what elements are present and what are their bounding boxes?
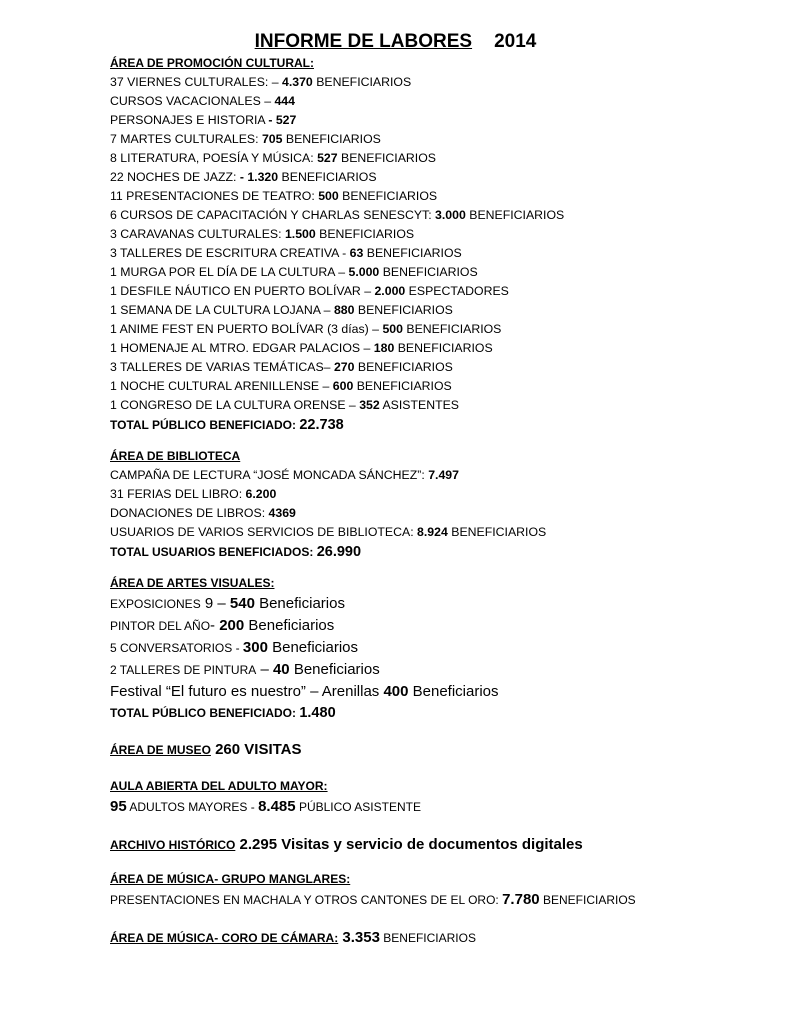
biblioteca-total (110, 542, 750, 562)
item-value: - 1.320 (239, 170, 279, 184)
list-item (110, 263, 750, 282)
item-unit: Beneficiarios (254, 595, 345, 612)
item-unit: Beneficiarios (244, 617, 335, 634)
report-title (0, 30, 791, 54)
item-unit: BENEFICIARIOS (447, 525, 547, 539)
list-item (110, 615, 750, 637)
coro-post: BENEFICIARIOS (379, 931, 476, 945)
report-year: 2014 (494, 31, 537, 52)
coro-num: 3.353 (338, 929, 380, 946)
list-item (110, 593, 750, 615)
item-value: 352 (359, 398, 380, 412)
biblioteca-total-label: TOTAL USUARIOS BENEFICIADOS: (110, 545, 317, 559)
list-item (110, 168, 750, 187)
artes-festival (110, 681, 750, 703)
biblioteca-list (110, 466, 750, 542)
item-label: 1 MURGA POR EL DÍA DE LA CULTURA – (110, 265, 349, 279)
list-item (110, 320, 750, 339)
item-value: 600 (332, 379, 354, 393)
item-label: PERSONAJES E HISTORIA (110, 113, 269, 127)
manglares-num: 7.780 (502, 891, 540, 908)
item-label: 1 CONGRESO DE LA CULTURA ORENSE – (110, 398, 360, 412)
list-item (110, 130, 750, 149)
list-item (110, 637, 750, 659)
list-item (110, 282, 750, 301)
list-item (110, 149, 750, 168)
item-value: 444 (274, 94, 295, 108)
manglares-text: PRESENTACIONES EN MACHALA Y OTROS CANTONES DE EL ORO: (110, 893, 503, 907)
item-value: 8.924 (417, 525, 448, 539)
item-unit: BENEFICIARIOS (282, 132, 381, 146)
list-item (110, 111, 750, 130)
list-item (110, 339, 750, 358)
aula-num2: 8.485 (258, 798, 296, 815)
coro-line (110, 927, 750, 949)
item-unit: ESPECTADORES (405, 284, 509, 298)
list-item (110, 206, 750, 225)
list-item (110, 485, 750, 504)
item-label: 3 CARAVANAS CULTURALES: (110, 227, 285, 241)
archivo-label: ARCHIVO HISTÓRICO (110, 838, 236, 852)
report-content (110, 54, 750, 949)
archivo-value: 2.295 Visitas y servicio de documentos digitales (235, 836, 583, 853)
artes-list (110, 593, 750, 681)
item-value: 7.497 (428, 468, 459, 482)
report-title-text: INFORME DE LABORES (254, 31, 473, 52)
item-value: 500 (382, 322, 403, 336)
festival-text: Festival “El futuro es nuestro” – Arenillas (110, 683, 384, 700)
artes-total-value: 1.480 (299, 705, 336, 721)
aula-text1: ADULTOS MAYORES - (126, 800, 259, 814)
section-heading-aula: AULA ABIERTA DEL ADULTO MAYOR: (110, 779, 328, 793)
item-value: 540 (229, 595, 255, 612)
item-unit: BENEFICIARIOS (354, 303, 453, 317)
promocion-total-value: 22.738 (299, 417, 344, 433)
item-label: 8 LITERATURA, POESÍA Y MÚSICA: (110, 151, 318, 165)
item-separator: – (256, 661, 273, 678)
item-label: 1 DESFILE NÁUTICO EN PUERTO BOLÍVAR – (110, 284, 375, 298)
list-item (110, 396, 750, 415)
item-value: 6.200 (245, 487, 277, 501)
item-label: CURSOS VACACIONALES – (110, 94, 275, 108)
item-unit: BENEFICIARIOS (402, 322, 502, 336)
festival-num: 400 (383, 683, 409, 700)
item-label: DONACIONES DE LIBROS: (110, 506, 269, 520)
item-label: 1 NOCHE CULTURAL ARENILLENSE – (110, 379, 333, 393)
item-label: 7 MARTES CULTURALES: (110, 132, 262, 146)
list-item (110, 523, 750, 542)
item-value: 300 (242, 639, 268, 656)
list-item (110, 504, 750, 523)
item-label: 37 VIERNES CULTURALES: – (110, 75, 282, 89)
section-heading-promocion: ÁREA DE PROMOCIÓN CULTURAL: (110, 56, 314, 70)
list-item (110, 73, 750, 92)
item-value: 5.000 (348, 265, 380, 279)
aula-line (110, 796, 750, 818)
item-value: 40 (272, 661, 290, 678)
item-value: 200 (219, 617, 245, 634)
manglares-line (110, 889, 750, 911)
item-unit: ASISTENTES (379, 398, 460, 412)
item-label: 22 NOCHES DE JAZZ: (110, 170, 240, 184)
item-label: 2 TALLERES DE PINTURA (110, 663, 257, 677)
item-value: 527 (317, 151, 338, 165)
item-unit: BENEFICIARIOS (394, 341, 493, 355)
item-label: 6 CURSOS DE CAPACITACIÓN Y CHARLAS SENESCYT: (110, 208, 436, 222)
list-item (110, 244, 750, 263)
item-label: 31 FERIAS DEL LIBRO: (110, 487, 246, 501)
item-label: 1 SEMANA DE LA CULTURA LOJANA – (110, 303, 334, 317)
item-separator: 9 – (200, 595, 230, 612)
list-item (110, 301, 750, 320)
item-label: PINTOR DEL AÑO (110, 619, 211, 633)
promocion-total-label: TOTAL PÚBLICO BENEFICIADO: (110, 418, 300, 432)
item-unit: BENEFICIARIOS (465, 208, 565, 222)
promocion-list (110, 73, 750, 415)
promocion-total (110, 415, 750, 435)
item-separator: - (210, 617, 220, 634)
item-value: 4369 (268, 506, 296, 520)
section-heading-artes: ÁREA DE ARTES VISUALES: (110, 576, 275, 590)
list-item (110, 225, 750, 244)
item-value: 270 (333, 360, 355, 374)
item-label: 3 TALLERES DE ESCRITURA CREATIVA - (110, 246, 350, 260)
museo-label: ÁREA DE MUSEO (110, 743, 211, 757)
list-item (110, 358, 750, 377)
list-item (110, 466, 750, 485)
item-label: 5 CONVERSATORIOS - (110, 641, 243, 655)
item-unit: BENEFICIARIOS (379, 265, 478, 279)
museo-value: 260 VISITAS (210, 741, 302, 758)
item-value: 880 (333, 303, 355, 317)
item-value: - 527 (268, 113, 297, 127)
festival-post: Beneficiarios (408, 683, 499, 700)
item-unit: BENEFICIARIOS (312, 75, 412, 89)
aula-text2: PÚBLICO ASISTENTE (295, 800, 421, 814)
list-item (110, 659, 750, 681)
archivo-line (110, 834, 750, 856)
item-unit: BENEFICIARIOS (337, 151, 436, 165)
item-label: 1 HOMENAJE AL MTRO. EDGAR PALACIOS – (110, 341, 374, 355)
list-item (110, 92, 750, 111)
coro-label: ÁREA DE MÚSICA- CORO DE CÁMARA: (110, 931, 339, 945)
list-item (110, 377, 750, 396)
item-label: CAMPAÑA DE LECTURA “JOSÉ MONCADA SÁNCHEZ”: (110, 468, 429, 482)
item-unit: BENEFICIARIOS (354, 360, 453, 374)
item-unit: BENEFICIARIOS (338, 189, 438, 203)
section-heading-biblioteca: ÁREA DE BIBLIOTECA (110, 449, 241, 463)
item-value: 2.000 (374, 284, 406, 298)
item-label: EXPOSICIONES (110, 597, 201, 611)
item-value: 500 (318, 189, 339, 203)
artes-total (110, 703, 750, 723)
item-value: 1.500 (284, 227, 316, 241)
section-heading-manglares: ÁREA DE MÚSICA- GRUPO MANGLARES: (110, 872, 351, 886)
item-value: 63 (349, 246, 364, 260)
item-unit: Beneficiarios (267, 639, 358, 656)
list-item (110, 187, 750, 206)
item-label: 3 TALLERES DE VARIAS TEMÁTICAS– (110, 360, 334, 374)
item-label: 11 PRESENTACIONES DE TEATRO: (110, 189, 319, 203)
item-label: 1 ANIME FEST EN PUERTO BOLÍVAR (3 días) – (110, 322, 383, 336)
manglares-post: BENEFICIARIOS (539, 893, 636, 907)
item-unit: BENEFICIARIOS (353, 379, 452, 393)
item-value: 180 (373, 341, 395, 355)
item-value: 3.000 (435, 208, 466, 222)
item-unit: BENEFICIARIOS (363, 246, 462, 260)
item-unit: Beneficiarios (289, 661, 380, 678)
item-unit: BENEFICIARIOS (278, 170, 377, 184)
item-unit: BENEFICIARIOS (315, 227, 415, 241)
item-value: 705 (261, 132, 283, 146)
item-label: USUARIOS DE VARIOS SERVICIOS DE BIBLIOTECA: (110, 525, 418, 539)
museo-line (110, 739, 750, 761)
artes-total-label: TOTAL PÚBLICO BENEFICIADO: (110, 706, 300, 720)
item-value: 4.370 (282, 75, 313, 89)
biblioteca-total-value: 26.990 (316, 544, 362, 560)
aula-num1: 95 (110, 798, 127, 815)
